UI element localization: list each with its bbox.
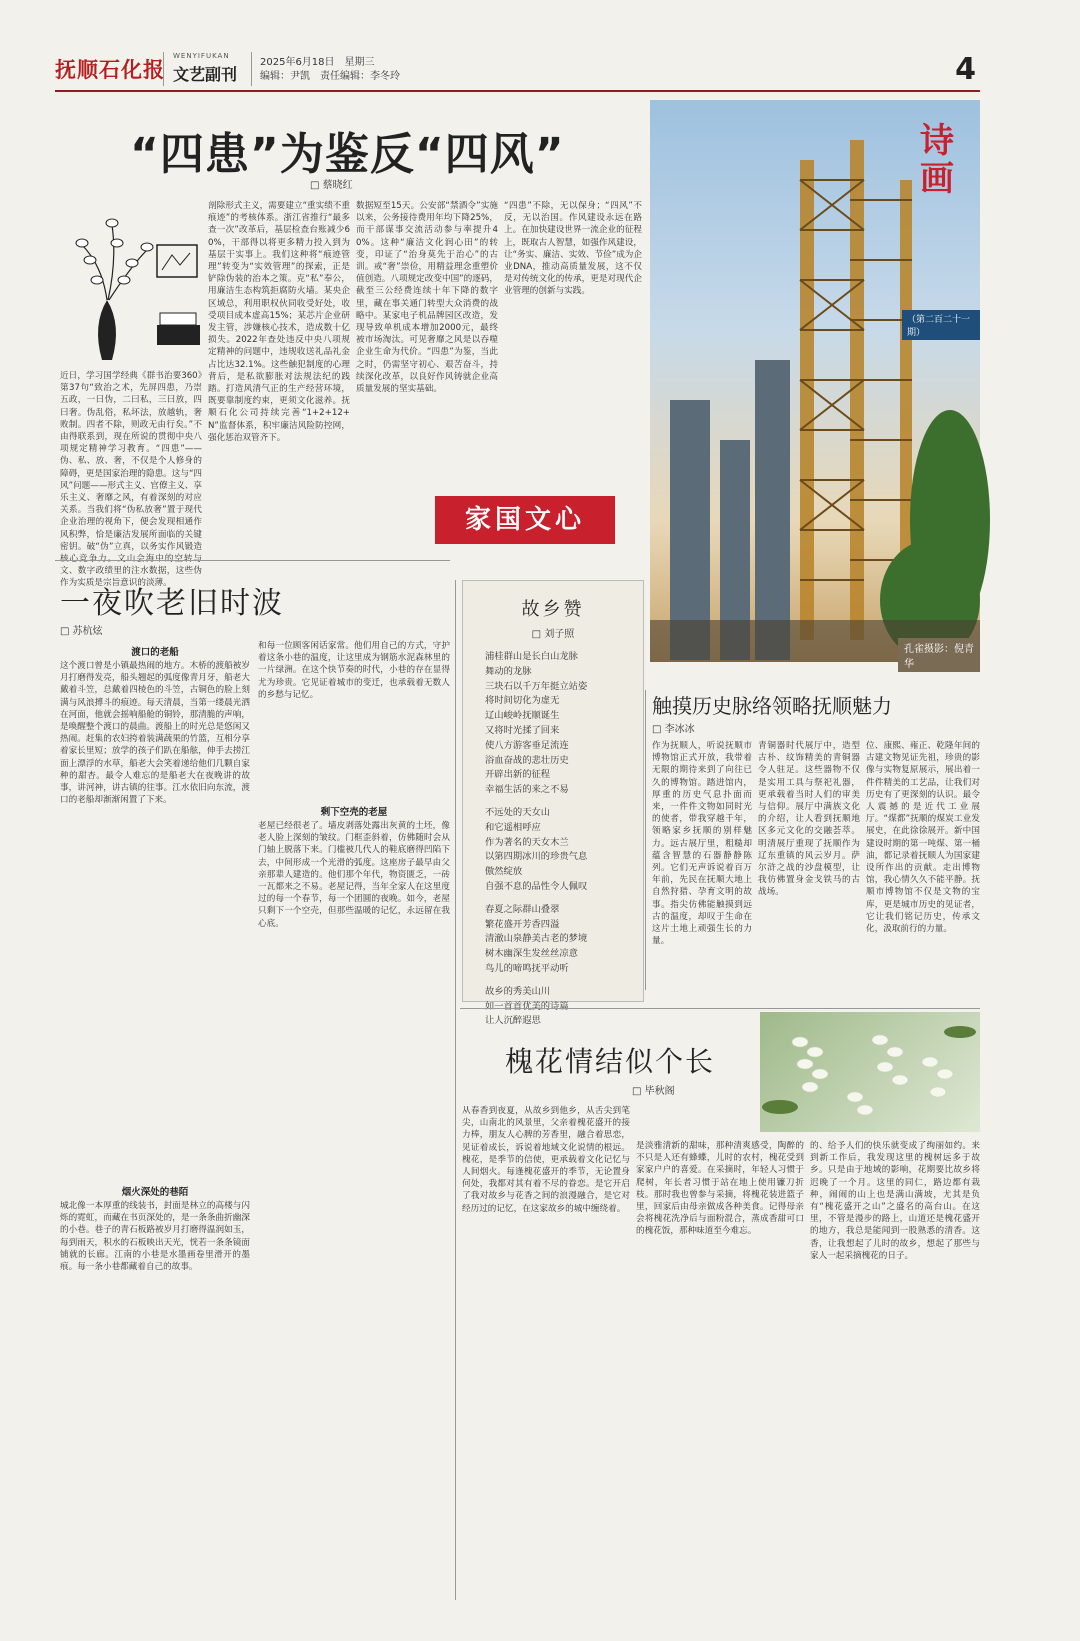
- article2-subhead3: 剩下空壳的老屋: [320, 807, 388, 818]
- industrial-photo: [650, 100, 980, 670]
- article4-col1: 作为抚顺人，听说抚顺市博物馆正式开放，我带着无限的期待来到了向往已久的博物馆。踏进馆内，厚重的历史气息扑面而来，一件件文物如同时光的使者，带我穿越千年，领略家乡抚顺的别样魅力。远古展厅里，粗糙却蕴含智慧的石器静静陈列。它们无声诉说着百万年前，先民在抚顺大地上自然狩猎、孕育文明的故事。指尖仿佛能触摸到远古的温度，却叹于生命在这片土地上顽强生长的力量。: [652, 741, 752, 947]
- issue-editors: 编辑：尹凯 责任编辑：李冬玲: [260, 71, 400, 82]
- poem-line: 开辟出新的征程: [485, 769, 551, 781]
- article5-col3: 的、给予人们的快乐就变成了绚丽如约。来到新工作后，我发现这里的槐树远多于故乡。只是由于地域的影响，花期要比故乡将迟晚了一个月。这里的同仁，路边都有栽种，闹闹的山上也是满山满坡，尤其是负有“槐花盛开之山”之盛名的高台山。在这里，不管是漫步的路上，山道还是槐花盛开的地方，我总是能闻到一股熟悉的清香。这香，让我想起了儿时的故乡，想起了那些与家人一起采摘槐花的日子。: [810, 1141, 980, 1261]
- poem-author: 刘子照: [544, 629, 575, 640]
- article1-col4: “四患”不除，无以保身；“四风”不反，无以治国。作风建设永远在路上。在加快建设世界一流企业的征程上，既取古人智慧，如强作风建设，让“务实、廉洁、实效、节俭”成为企业DNA，推动高质量发展，这不仅是对传统文化的传承，更是对现代企业管理的创新与实践。: [504, 201, 642, 297]
- poem-line: [485, 798, 643, 806]
- article2-subhead1: 渡口的老船: [131, 647, 179, 658]
- article4-col3: 位、康熙、雍正、乾隆年间的古建文物见证先祖，珍贵的影像与实物复原展示，展出着一件件精美的工艺品，让我们对历史有了更深刻的认识。最令人震撼的是近代工业展厅。“煤都”抚顺的煤炭工业发展史，在此徐徐展开。新中国建设时期的第一吨煤、第一桶油，都记录着抚顺人为国家建设所作出的贡献。走出博物馆，我心情久久不能平静。抚顺市博物馆不仅是文物的宝库，更是城市历史的见证者，它让我们铭记历史，传承文化，汲取前行的力量。: [866, 741, 980, 935]
- poem-line: 如一首首优美的诗篇: [485, 1000, 569, 1012]
- poem-title: 故乡赞: [521, 599, 585, 620]
- photo-caption: 孔雀摄影：倪青华: [898, 638, 980, 672]
- poem-line: 以第四期冰川的珍贵气息: [485, 851, 588, 863]
- article1-title: “四患”为鉴反“四风”: [130, 129, 565, 180]
- column-banner: [435, 496, 615, 544]
- poem-line: 清澈山泉静美古老的梦境: [485, 933, 588, 945]
- article5-byline: □ 毕秋阁: [632, 1086, 675, 1097]
- article5-col1: 从春香到夜夏，从故乡到他乡，从舌尖到笔尖，山南北的风景里，父亲着槐花盛开的接力棒，朋友人心脾的芳香里，融合着思恋，见证着成长，诉说着地域文化说情的根远。槐花，是季节的信使，更承载着文化记忆与人间烟火。每逢槐花盛开的季节，无论置身何处，我都对其有着不尽的眷恋。是它开启了我对故乡与花香之间的浪漫融合，是它对经历过的记忆，在这家故乡的城中缠绕着。: [462, 1106, 630, 1214]
- article2-rule: [55, 560, 450, 561]
- article4-author: 李冰冰: [664, 724, 695, 735]
- article4-byline: □ 李冰冰: [652, 724, 695, 735]
- page-number: 4: [955, 52, 976, 87]
- poem-line: 三块石以千万年挺立站姿: [485, 680, 588, 692]
- poem-line: 春夏之际群山叠翠: [485, 903, 560, 915]
- masthead-divider: [163, 52, 164, 86]
- article2-col1-text-b: 城北像一本厚重的线装书，封面是林立的高楼与闪烁的霓虹，而藏在书页深处的，是一条条曲折幽深的小巷。巷子的青石板路被岁月打磨得温润如玉，每到雨天，积水的石板映出天光，恍若一条条镜面铺就的长廊。江南的小巷是水墨画卷里滑开的墨痕。每一条小巷都藏着自己的故事。: [60, 1201, 250, 1273]
- poem-line: 幸福生活的来之不易: [485, 784, 569, 796]
- poem-line: 鸟儿的啼鸣抚平动听: [485, 962, 569, 974]
- article5-author: 毕秋阁: [644, 1086, 675, 1097]
- poem-line: 使八方游客垂足流连: [485, 739, 569, 751]
- article1-col1: 近日，学习国学经典《群书治要360》第37句“致治之术，先屏四患，乃崇五政，一曰伪，二曰私，三曰放，四曰奢。伪乱俗，私坏法，放越轨，奢败制。四者不除，则政无由行矣。”不由得联系到，现在所说的贯彻中央八项规定精神学习教育。“四患”——伪、私、放、奢，不仅是个人修身的障碍，更是国家治理的隐患。这与“四风”问题——形式主义、官僚主义、享乐主义、奢靡之风，有着深刻的对应关系。当我们将“伪私放奢”置于现代企业治理的视角下，便会发现相通作风积弊，恰是廉洁发展所面临的关键密钥。破“伪”立真，以务实作风锻造核心竞争力。文山会海中的空转与文、数字政绩里的注水数据，这些伪作为实质是宗旨意识的淡薄。: [60, 371, 202, 589]
- article5-col2: 是淡雅清新的甜味，那种清爽感受，陶醉的不只是人还有蜂蝶，儿时的农村，槐花受到家家户户的喜爱。在采摘时，年轻人习惯于爬树，年长者习惯于站在地上使用镰刀折枝。那时我也曾参与采摘，将槐花装进篮子里，回家后由母亲做成各种美食。记得母亲会将槐花洗净后与面粉混合，蒸成香甜可口的槐花饭，那种味道至今难忘。: [636, 1141, 804, 1237]
- poem-line: 和它遥相呼应: [485, 821, 541, 833]
- poem-line: 不远处的天女山: [485, 806, 551, 818]
- article2-byline: □ 苏杭炫: [60, 626, 103, 637]
- column-separator: [645, 690, 646, 990]
- article1-author: 蔡晓红: [322, 180, 353, 191]
- poem-line: 作为著名的天女木兰: [485, 836, 569, 848]
- poem-line: 自强不息的品性令人佩叹: [485, 880, 588, 892]
- article2-col2: [258, 640, 450, 1600]
- article2-title: 一夜吹老旧时波: [60, 586, 284, 621]
- article1-col3: 数据短至15天。公安部“禁酒令”实施以来，公务接待费用年均下降25%，而干部谋事交流活动参与率提升40%。这种“廉洁文化润心田”的转变，印证了“治身莫先于治心”的古训。戒“奢”崇俭，用精益理念重塑价值创造。八项规定改变中国”的逐码，截至三公经费连续十年下降的数字里，藏在事关通门转型大众消费的战略中。某家电子机品牌园区改造，发现导致单机成本增加2000元，最终被市场淘汰。可见奢靡之风是以吞噬企业生命为代价。“四患”为鉴，当此之时，仍需坚守初心、艰苦奋斗，持续深化改革，以良好作风铸就企业高质量发展的坚实基础。: [356, 201, 498, 395]
- article2-subhead2: 烟火深处的巷陌: [121, 1187, 189, 1198]
- article5-rule: [460, 1008, 980, 1009]
- poem-line: [485, 895, 643, 903]
- poem-line: 浴血奋战的悲壮历史: [485, 754, 569, 766]
- issue-info: [260, 56, 400, 84]
- poem-line: 辽山峻岭抚顺诞生: [485, 710, 560, 722]
- article5-title: 槐花情结似个长: [505, 1045, 716, 1078]
- poem-line: 傲然绽放: [485, 866, 523, 878]
- column-separator: [455, 580, 456, 1600]
- flower-photo: [760, 1012, 980, 1132]
- poem-byline: □ 刘子照: [531, 629, 575, 640]
- poem-line: 让人沉醉遐思: [485, 1015, 541, 1027]
- photo-calligraphy-title: 诗画: [920, 121, 954, 199]
- poem-line: 将时间切化为虚无: [485, 695, 560, 707]
- article2-author: 苏杭炫: [72, 626, 103, 637]
- poem-line: 浦桂群山是长白山龙脉: [485, 651, 578, 662]
- photo-series-badge: （第二百二十一期）: [902, 310, 980, 340]
- masthead-divider-2: [251, 52, 252, 86]
- poem-line: [485, 977, 643, 985]
- section-title: 文艺副刊: [173, 65, 238, 84]
- poem-line: 繁花盛开芳香四溢: [485, 918, 560, 930]
- column-banner-text: 家国文心: [464, 505, 585, 535]
- poem-line: 树木幽深生发丝丝凉意: [485, 948, 578, 960]
- article2-col1-text-a: 这个渡口曾是小镇最热闹的地方。木桥的渡船被岁月打磨得发亮，船头翘起的弧度像青月牙，船老大戴着斗笠，总戴着四棱色的斗笠，古铜色的脸上刻满与风浪搏斗的痕迹。每天清晨，当第一缕晨光洒在河面，他就会摇响船舱的铜铃，那清脆的声响，是唤醒整个渡口的晨曲。渡船上的时光总是悠闲又热闹。赶集的农妇挎着装满蔬果的竹篮，互相分享着家长里短；放学的孩子们趴在船舷，伸手去捞江面上漂浮的水草，船老大会笑着递给他们几颗自家种的甜杏。最令人难忘的是船老大在夜晚讲的故事，讲河神，讲古镇的往事。江水依旧向东流，渡口的老船却渐渐闲置了下来。: [60, 661, 250, 806]
- poem-line: 舞动的龙脉: [485, 665, 532, 677]
- poem-line: 故乡的秀美山川: [485, 985, 551, 997]
- article2-col1: [60, 640, 250, 1600]
- article4-col2: 青铜器时代展厅中，造型古朴、纹饰精美的青铜器令人驻足。这些器物不仅是实用工具与祭祀礼器，更承载着当时人们的审美与信仰。展厅中满族文化的介绍，让人看到抚顺地区多元文化的交融荟萃。明清展厅重现了抚顺作为辽东重镇的风云岁月。萨尔浒之战的沙盘模型，让我仿佛置身金戈铁马的古战场。: [758, 741, 860, 898]
- issue-date: 2025年6月18日 星期三: [260, 57, 375, 68]
- poem-box: [462, 580, 644, 1027]
- section-english: WENYIFUKAN: [173, 52, 230, 60]
- article1-col2: 剖除形式主义，需要建立“重实绩不重痕迹”的考核体系。浙江省推行“最多查一次”改革后，基层检查台账减少60%，干部得以将更多精力投入到为基层干实事上。我们这种将“痕迹管理”转变为“实效管理”的探索，正是铲除伪装的治本之策。克“私”奉公，用廉洁生态构筑拒腐防火墙。某央企区域总，利用职权伙同收受好处，收受项目成本虚高15%；某芯片企业研发主管，涉嫌核心技术，造成数十亿损失。2022年查处违反中央八项规定精神的问题中，违规收送礼品礼金占比达32.1%。这些触犯制度的心理背后，是私欲膨胀对法规法纪的践踏。打造风清气正的生产经营环境，既要靠制度约束，更须文化滋养。抚顺石化公司持续完善“1+2+12+N”监督体系，积牢廉洁风险防控网，强化惩治双管齐下。: [208, 201, 350, 443]
- ink-illustration: [62, 205, 202, 365]
- newspaper-brand: 抚顺石化报: [55, 57, 165, 82]
- article2-col2-text-a: 和每一位顾客闲话家常。他们用自己的方式，守护着这条小巷的温度，让这里成为钢筋水泥森林里的一片绿洲。在这个快节奏的时代，小巷的存在显得尤为珍贵。它见证着城市的变迁，也承载着无数人的乡愁与记忆。: [258, 641, 450, 700]
- article1-byline: □ 蔡晓红: [310, 180, 353, 191]
- poem-lines: [485, 650, 643, 1029]
- masthead: [55, 50, 980, 92]
- article4-title: 触摸历史脉络领略抚顺魅力: [652, 694, 892, 718]
- poem-line: 又将时光揉了回来: [485, 724, 560, 736]
- article2-col2-text-b: 老屋已经很老了。墙皮剥落处露出灰黄的土坯，像老人脸上深刻的皱纹。门框歪斜着，仿佛随时会从门轴上脱落下来。门槛被几代人的鞋底磨得凹陷下去，中间形成一个光滑的弧度。这座房子最早由父亲那辈人建造的。他们那个年代，物资匮乏，一砖一瓦都来之不易。老屋记得，当年全家人在这里度过的每一个春节，每一个团圆的夜晚。如今，老屋只剩下一个空壳，但那些温暖的记忆，永远留在我心底。: [258, 821, 450, 929]
